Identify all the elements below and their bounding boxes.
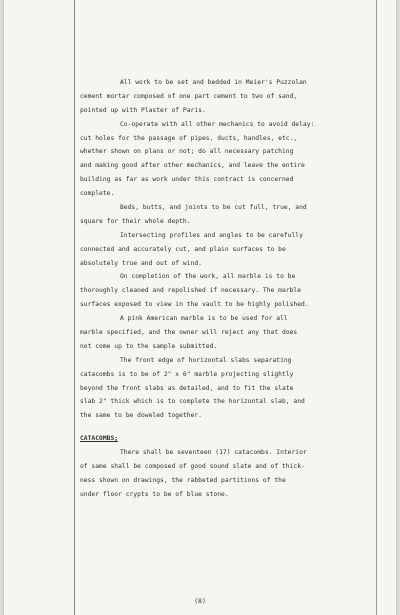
- text-line: connected and accurately cut, and plain surfaces to be: [80, 245, 286, 253]
- text-line: ness shown on drawings, the rabbeted partitions of the: [80, 476, 286, 484]
- text-line: beyond the front slabs as detailed, and to fit the slate: [80, 384, 294, 392]
- page-number: (8): [194, 597, 206, 605]
- text-line: of same shall be composed of good sound slate and of thick-: [80, 463, 305, 471]
- text-line: building as far as work under this contract is concerned: [80, 176, 294, 184]
- text-line: Intersecting profiles and angles to be carefully: [120, 231, 303, 239]
- text-line: pointed up with Plaster of Paris.: [80, 106, 206, 114]
- document-page: [4, 0, 396, 615]
- text-line: under floor crypts to be of blue stone.: [80, 490, 229, 498]
- text-line: marble specified, and the owner will reject any that does: [80, 329, 298, 337]
- text-line: absolutely true and out of wind.: [80, 259, 202, 267]
- section-heading: CATACOMBS;: [80, 435, 119, 443]
- text-line: The front edge of horizontal slabs separating: [120, 356, 292, 364]
- text-line: On completion of the work, all marble is to be: [120, 273, 296, 281]
- text-line: whether shown on plans or not; do all necessary patching: [80, 148, 294, 156]
- document-body: [80, 76, 376, 502]
- text-line: square for their whole depth.: [80, 217, 191, 225]
- text-line: surfaces exposed to view in the vault to be highly polished.: [80, 301, 309, 309]
- text-line: and making good after other mechanics, and leave the entire: [80, 162, 305, 170]
- text-line: All work to be set and bedded in Meier's Puzzolan: [120, 79, 307, 86]
- text-line: There shall be seventeen (17) catacombs. Interior: [120, 449, 307, 457]
- text-line: A pink American marble is to be used for all: [120, 315, 288, 323]
- text-line: not come up to the sample submitted.: [80, 342, 218, 350]
- text-line: cut holes for the passage of pipes, ducts, handles, etc.,: [80, 134, 298, 142]
- text-line: thoroughly cleaned and repolished if necessary. The marble: [80, 287, 302, 295]
- left-margin-rule: [74, 0, 75, 615]
- text-line: catacombs is to be of 2" x 6" marble projecting slightly: [80, 370, 294, 378]
- text-line: the same to be doweled together.: [80, 412, 202, 420]
- right-margin-rule: [376, 0, 377, 615]
- text-line: cement mortar composed of one part cement to two of sand,: [80, 92, 298, 100]
- text-line: complete.: [80, 190, 115, 198]
- text-line: Co-operate with all other mechanics to avoid delay:: [120, 120, 315, 128]
- text-line: Beds, butts, and joints to be cut full, true, and: [120, 204, 307, 212]
- text-line: slab 2" thick which is to complete the horizontal slab, and: [80, 398, 305, 406]
- section-gap: [80, 423, 376, 432]
